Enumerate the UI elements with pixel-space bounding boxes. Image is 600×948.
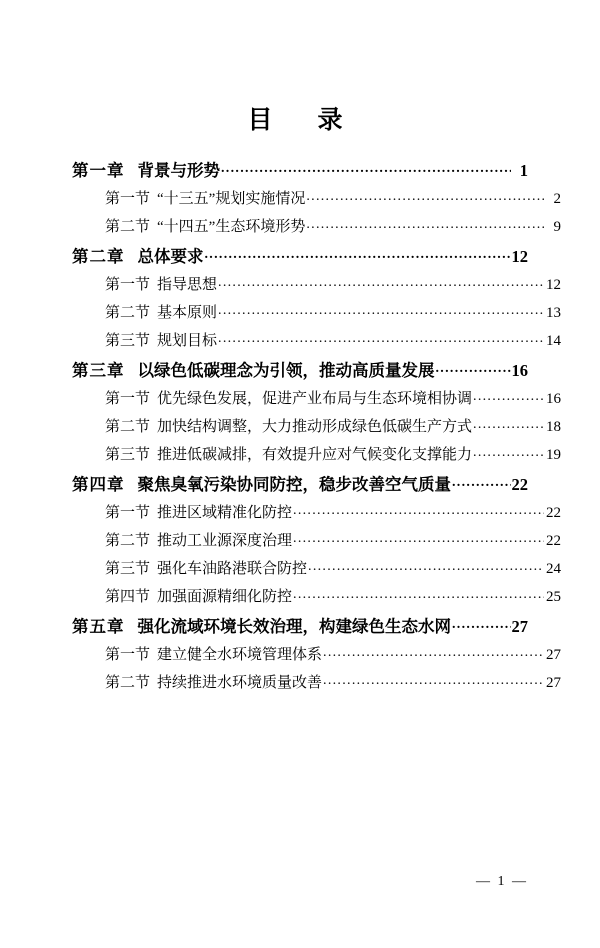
toc-entry-number: 第三节 bbox=[105, 561, 151, 577]
toc-entry-page: 2 bbox=[553, 191, 561, 207]
toc-leader-dots bbox=[221, 162, 511, 176]
toc-entry-title: 以绿色低碳理念为引领，推动高质量发展 bbox=[137, 360, 435, 380]
toc-entry-label bbox=[105, 534, 292, 549]
toc-leader-dots bbox=[436, 362, 511, 376]
toc-entry-label bbox=[72, 616, 451, 636]
toc-entry-label bbox=[72, 474, 451, 494]
toc-entry[interactable] bbox=[72, 588, 561, 605]
toc-entry-label bbox=[105, 392, 472, 407]
toc-entry-number: 第四节 bbox=[105, 589, 151, 605]
toc-entry[interactable] bbox=[72, 190, 561, 207]
toc-leader-dots bbox=[218, 276, 544, 290]
toc-entry-page: 12 bbox=[546, 277, 561, 293]
toc-entry-number: 第一节 bbox=[105, 505, 151, 521]
toc-leader-dots bbox=[293, 532, 544, 546]
toc-entry[interactable] bbox=[72, 674, 561, 691]
toc-entry-page: 9 bbox=[553, 219, 561, 235]
toc-entry-title: 强化流域环境长效治理，构建绿色生态水网 bbox=[137, 616, 451, 636]
toc-entry-number: 第三章 bbox=[72, 360, 125, 380]
toc-entry-label bbox=[72, 160, 220, 180]
toc-entry-number: 第二节 bbox=[105, 675, 151, 691]
toc-entry-label bbox=[105, 506, 292, 521]
toc-entry-title: 聚焦臭氧污染协同防控，稳步改善空气质量 bbox=[137, 474, 451, 494]
toc-entry-number: 第四章 bbox=[72, 474, 125, 494]
toc-entry-page: 16 bbox=[546, 391, 561, 407]
toc-entry-title: 加快结构调整，大力推动形成绿色低碳生产方式 bbox=[157, 419, 473, 435]
toc-entry-label bbox=[105, 420, 472, 435]
toc-leader-dots bbox=[293, 588, 544, 602]
toc-leader-dots bbox=[308, 560, 544, 574]
toc-entry[interactable] bbox=[72, 218, 561, 235]
table-of-contents bbox=[72, 160, 561, 691]
document-page bbox=[0, 100, 600, 948]
toc-leader-dots bbox=[218, 332, 544, 346]
toc-entry-page: 24 bbox=[546, 561, 561, 577]
toc-entry-title: 持续推进水环境质量改善 bbox=[157, 675, 323, 691]
toc-entry[interactable] bbox=[72, 646, 561, 663]
toc-entry-page: 16 bbox=[511, 360, 528, 380]
toc-entry-page: 19 bbox=[546, 447, 561, 463]
toc-entry[interactable] bbox=[72, 362, 528, 379]
toc-entry-number: 第一节 bbox=[105, 191, 151, 207]
toc-entry-number: 第二节 bbox=[105, 533, 151, 549]
toc-leader-dots bbox=[323, 646, 544, 660]
toc-entry-label bbox=[105, 192, 305, 207]
toc-entry-number: 第三节 bbox=[105, 333, 151, 349]
toc-entry-title: 背景与形势 bbox=[137, 160, 220, 180]
toc-entry-label bbox=[105, 562, 307, 577]
toc-leader-dots bbox=[293, 504, 544, 518]
page-folio: — 1 — bbox=[476, 874, 528, 889]
toc-leader-dots bbox=[473, 418, 544, 432]
toc-entry-page: 25 bbox=[546, 589, 561, 605]
toc-entry-title: 总体要求 bbox=[137, 246, 204, 266]
toc-leader-dots bbox=[452, 618, 511, 632]
toc-entry-title: 推进低碳减排，有效提升应对气候变化支撑能力 bbox=[157, 447, 473, 463]
toc-entry[interactable] bbox=[72, 504, 561, 521]
toc-entry-number: 第二节 bbox=[105, 419, 151, 435]
toc-entry-page: 22 bbox=[546, 533, 561, 549]
toc-leader-dots bbox=[205, 248, 511, 262]
toc-entry-page: 12 bbox=[511, 246, 528, 266]
toc-leader-dots bbox=[323, 674, 544, 688]
toc-entry-number: 第一章 bbox=[72, 160, 125, 180]
toc-entry-label bbox=[72, 246, 204, 266]
toc-entry-title: 建立健全水环境管理体系 bbox=[157, 647, 323, 663]
toc-entry-title: “十四五”生态环境形势 bbox=[157, 219, 306, 235]
toc-entry-number: 第二章 bbox=[72, 246, 125, 266]
toc-entry-title: 基本原则 bbox=[157, 305, 218, 321]
toc-entry-page: 13 bbox=[546, 305, 561, 321]
toc-entry-label bbox=[105, 278, 217, 293]
toc-entry-number: 第二节 bbox=[105, 305, 151, 321]
toc-entry-page: 22 bbox=[511, 474, 528, 494]
toc-entry[interactable] bbox=[72, 248, 528, 265]
toc-entry-label bbox=[72, 360, 435, 380]
toc-entry-label bbox=[105, 220, 305, 235]
toc-entry-label bbox=[105, 448, 472, 463]
toc-leader-dots bbox=[473, 390, 544, 404]
toc-entry[interactable] bbox=[72, 532, 561, 549]
toc-entry-title: 推动工业源深度治理 bbox=[157, 533, 293, 549]
toc-entry[interactable] bbox=[72, 390, 561, 407]
toc-entry-label bbox=[105, 334, 217, 349]
toc-entry-label bbox=[105, 648, 322, 663]
toc-entry-page: 18 bbox=[546, 419, 561, 435]
toc-leader-dots bbox=[218, 304, 544, 318]
toc-leader-dots bbox=[306, 218, 544, 232]
toc-entry[interactable] bbox=[72, 162, 528, 179]
toc-leader-dots bbox=[473, 446, 544, 460]
toc-entry[interactable] bbox=[72, 476, 528, 493]
toc-entry-label bbox=[105, 306, 217, 321]
toc-entry-title: “十三五”规划实施情况 bbox=[157, 191, 306, 207]
toc-entry-number: 第一节 bbox=[105, 391, 151, 407]
page-title: 目 录 bbox=[247, 107, 353, 134]
toc-entry-title: 推进区域精准化防控 bbox=[157, 505, 293, 521]
toc-entry-title: 优先绿色发展，促进产业布局与生态环境相协调 bbox=[157, 391, 473, 407]
toc-entry-label bbox=[105, 590, 292, 605]
toc-entry[interactable] bbox=[72, 560, 561, 577]
toc-entry[interactable] bbox=[72, 332, 561, 349]
toc-entry-title: 指导思想 bbox=[157, 277, 218, 293]
toc-entry[interactable] bbox=[72, 304, 561, 321]
toc-entry-title: 强化车油路港联合防控 bbox=[157, 561, 308, 577]
toc-entry-label bbox=[105, 676, 322, 691]
toc-entry-page: 27 bbox=[511, 616, 528, 636]
toc-leader-dots bbox=[452, 476, 511, 490]
toc-entry-number: 第一节 bbox=[105, 277, 151, 293]
toc-entry-page: 1 bbox=[519, 160, 528, 180]
toc-entry-number: 第五章 bbox=[72, 616, 125, 636]
toc-entry-number: 第二节 bbox=[105, 219, 151, 235]
toc-leader-dots bbox=[306, 190, 544, 204]
toc-entry-page: 27 bbox=[546, 675, 561, 691]
toc-entry-title: 加强面源精细化防控 bbox=[157, 589, 293, 605]
toc-entry[interactable] bbox=[72, 418, 561, 435]
toc-entry[interactable] bbox=[72, 618, 528, 635]
toc-entry-number: 第一节 bbox=[105, 647, 151, 663]
toc-entry[interactable] bbox=[72, 276, 561, 293]
toc-entry[interactable] bbox=[72, 446, 561, 463]
toc-entry-page: 14 bbox=[546, 333, 561, 349]
toc-entry-title: 规划目标 bbox=[157, 333, 218, 349]
toc-entry-page: 27 bbox=[546, 647, 561, 663]
toc-entry-page: 22 bbox=[546, 505, 561, 521]
toc-entry-number: 第三节 bbox=[105, 447, 151, 463]
